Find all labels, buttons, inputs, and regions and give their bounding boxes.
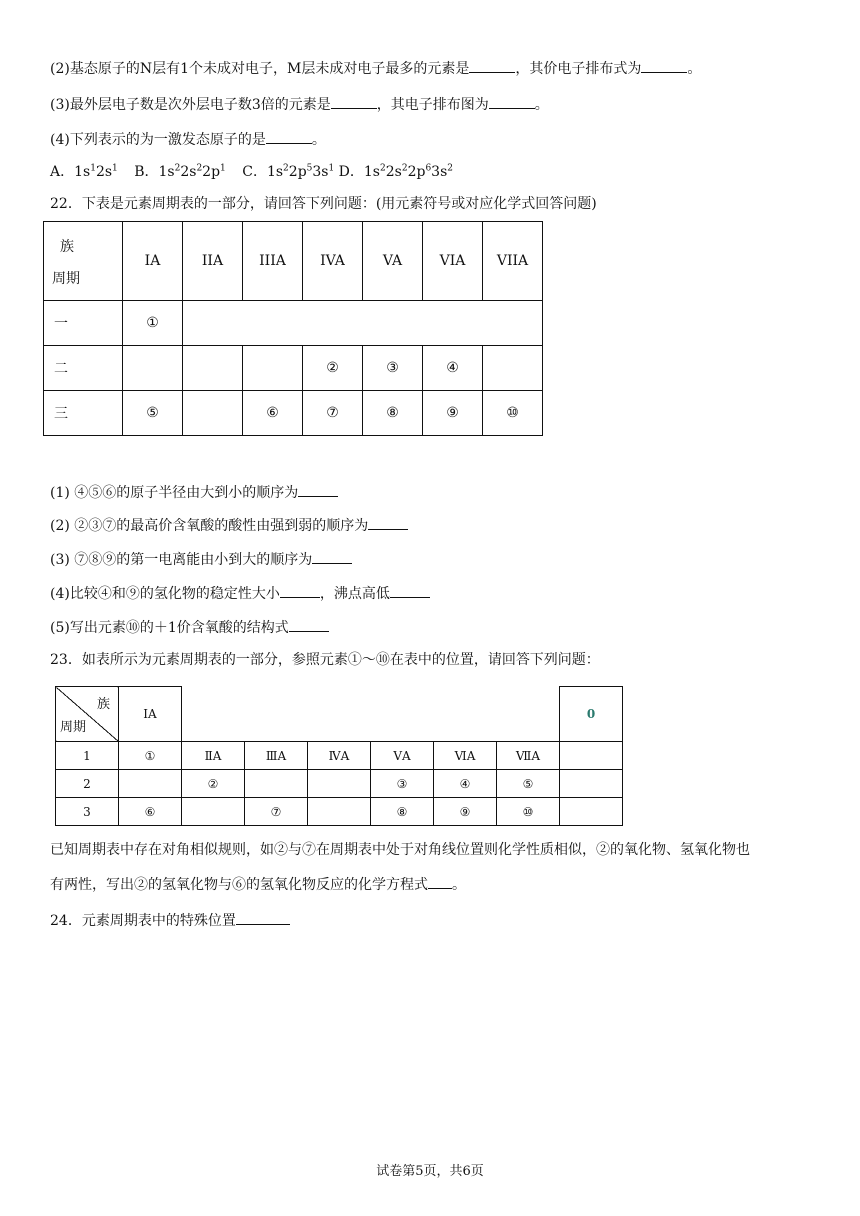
group-header: ⅥA [434,742,497,770]
element-cell [308,798,371,826]
element-cell [119,770,182,798]
answer-blank[interactable] [289,617,329,632]
element-cell [183,391,243,436]
q24: 24．元素周期表中的特殊位置 [50,910,290,931]
answer-blank[interactable] [266,129,312,144]
periodic-table-1 [43,221,543,436]
option-b[interactable]: B．$1s^22s^22p^1$ [134,163,226,180]
element-cell: ⑧ [363,391,423,436]
element-cell: ⑤ [497,770,560,798]
q21-part4: (4)下列表示的为一激发态原子的是 。 [50,129,326,150]
answer-blank[interactable] [312,549,352,564]
table2-corner: 族 周期 [56,687,119,742]
q21-part3: (3)最外层电子数是次外层电子数3倍的元素是 ，其电子排布图为 。 [50,94,549,115]
group-header: IA [123,222,183,301]
element-cell: ④ [423,346,483,391]
element-cell: ⑦ [245,798,308,826]
element-cell [483,346,543,391]
q22-part3: (3) ⑦⑧⑨的第一电离能由小到大的顺序为 [50,549,352,570]
answer-blank[interactable] [331,94,377,109]
element-cell [560,798,623,826]
element-cell: ② [182,770,245,798]
answer-blank[interactable] [390,583,430,598]
group-header: VIIA [483,222,543,301]
page-footer: 试卷第5页，共6页 [376,1164,484,1179]
q22-part5: (5)写出元素⑩的＋1价含氧酸的结构式 [50,617,329,638]
group-header: IVA [303,222,363,301]
element-cell: ⑥ [243,391,303,436]
table1-corner: 族 周期 [44,222,123,301]
q23-title: 23．如表所示为元素周期表的一部分，参照元素①～⑩在表中的位置，请回答下列问题： [50,652,600,668]
element-cell: ② [303,346,363,391]
periodic-table-2 [55,686,623,826]
q23-text-line2: 有两性，写出②的氢氧化物与⑥的氢氧化物反应的化学方程式 。 [50,874,466,895]
element-cell: ① [119,742,182,770]
option-c[interactable]: C．$1s^22p^53s^1$ [242,163,335,180]
period-label: 3 [56,798,119,826]
element-cell: ③ [363,346,423,391]
empty-span [183,301,543,346]
element-cell [123,346,183,391]
element-cell: ⑥ [119,798,182,826]
element-cell [182,798,245,826]
q22-part2: (2) ②③⑦的最高价含氧酸的酸性由强到弱的顺序为 [50,515,408,536]
answer-blank[interactable] [489,94,535,109]
answer-blank[interactable] [236,910,290,925]
group-header: IIIA [243,222,303,301]
element-cell: ⑩ [497,798,560,826]
group-header-zero: 0 [560,687,623,742]
group-header: ⅢA [245,742,308,770]
element-cell [183,346,243,391]
answer-blank[interactable] [469,58,515,73]
element-cell: ⑨ [434,798,497,826]
answer-blank[interactable] [428,874,452,889]
group-header: ⅦA [497,742,560,770]
group-header: VA [363,222,423,301]
group-header: ⅡA [182,742,245,770]
element-cell: ③ [371,770,434,798]
group-header: ⅣA [308,742,371,770]
element-cell: ① [123,301,183,346]
period-label: 三 [44,391,123,436]
element-cell [243,346,303,391]
q21-options [50,162,453,182]
element-cell: ⑨ [423,391,483,436]
group-header: IA [119,687,182,742]
element-cell: ⑧ [371,798,434,826]
element-cell [245,770,308,798]
option-a[interactable]: A．$1s^12s^1$ [50,163,118,180]
element-cell [560,742,623,770]
q22-part1: (1) ④⑤⑥的原子半径由大到小的顺序为 [50,482,338,503]
period-label: 一 [44,301,123,346]
group-header: VIA [423,222,483,301]
answer-blank[interactable] [280,583,320,598]
answer-blank[interactable] [368,515,408,530]
q22-title: 22．下表是元素周期表的一部分，请回答下列问题：(用元素符号或对应化学式回答问题) [50,196,597,212]
element-cell [308,770,371,798]
group-header: IIA [183,222,243,301]
period-label: 1 [56,742,119,770]
q21-part2: (2)基态原子的N层有1个未成对电子，M层未成对电子最多的元素是 ，其价电子排布式为 。 [50,58,701,79]
answer-blank[interactable] [641,58,687,73]
empty-span [182,687,560,742]
period-label: 二 [44,346,123,391]
period-label: 2 [56,770,119,798]
group-header: ⅤA [371,742,434,770]
q22-part4: (4)比较④和⑨的氢化物的稳定性大小 ，沸点高低 [50,583,430,604]
element-cell [560,770,623,798]
q23-text-line1: 已知周期表中存在对角相似规则，如②与⑦在周期表中处于对角线位置则化学性质相似，②的氧化物、氢氧化物也 [50,842,750,858]
element-cell: ⑤ [123,391,183,436]
option-d[interactable]: D．$1s^22s^22p^63s^2$ [338,163,453,180]
element-cell: ⑦ [303,391,363,436]
answer-blank[interactable] [298,482,338,497]
element-cell: ⑩ [483,391,543,436]
element-cell: ④ [434,770,497,798]
